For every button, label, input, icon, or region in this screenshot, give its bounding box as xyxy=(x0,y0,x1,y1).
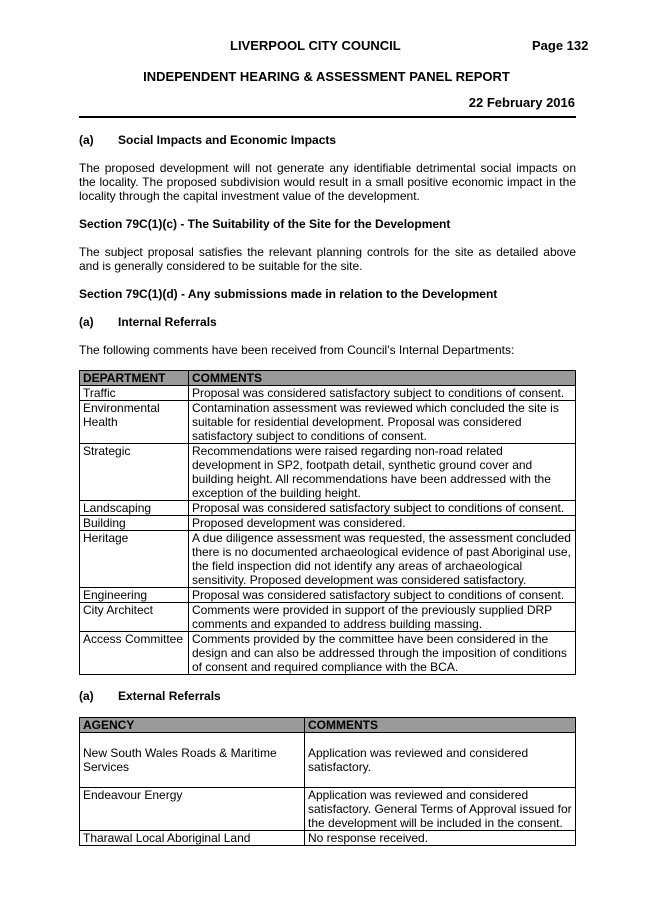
table-header-row xyxy=(80,718,576,733)
council-name: LIVERPOOL CITY COUNCIL xyxy=(230,38,401,53)
comment-cell: Proposed development was considered. xyxy=(189,516,576,531)
table-row xyxy=(80,632,576,675)
table-row xyxy=(80,788,576,831)
table-row xyxy=(80,603,576,632)
internal-heading-title: Internal Referrals xyxy=(118,315,217,329)
column-header-comments: COMMENTS xyxy=(305,718,576,733)
internal-referrals-heading xyxy=(79,315,576,329)
table-header-row xyxy=(80,371,576,386)
internal-heading-number: (a) xyxy=(79,315,94,329)
department-cell: City Architect xyxy=(80,603,189,632)
department-cell: Access Committee xyxy=(80,632,189,675)
table-row xyxy=(80,588,576,603)
agency-cell: Tharawal Local Aboriginal Land xyxy=(80,831,305,846)
table-row xyxy=(80,531,576,588)
department-cell: Landscaping xyxy=(80,501,189,516)
submissions-heading: Section 79C(1)(d) - Any submissions made in relation to the Development xyxy=(79,287,498,301)
comment-cell: Application was reviewed and considered satisfactory. xyxy=(305,733,576,788)
report-date: 22 February 2016 xyxy=(468,95,575,110)
page-header xyxy=(0,38,653,56)
social-paragraph: The proposed development will not generate any identifiable detrimental social impacts on the locality. The proposed subdivision would result in a small positive economic impact in the locality through the capital investment value of the development. xyxy=(79,161,576,203)
comment-cell: A due diligence assessment was requested, the assessment concluded there is no documented archaeological evidence of past Aboriginal use, the field inspection did not identify any areas of archaeological sensitivity. Proposed development was considered satisfactory. xyxy=(189,531,576,588)
comment-cell: Proposal was considered satisfactory subject to conditions of consent. xyxy=(189,501,576,516)
comment-cell: Proposal was considered satisfactory subject to conditions of consent. xyxy=(189,588,576,603)
external-heading-title: External Referrals xyxy=(118,689,221,703)
document-body xyxy=(79,133,576,846)
table-row xyxy=(80,733,576,788)
table-row xyxy=(80,401,576,444)
department-cell: Heritage xyxy=(80,531,189,588)
external-referrals-table xyxy=(79,717,576,846)
suitability-heading: Section 79C(1)(c) - The Suitability of the Site for the Development xyxy=(79,217,451,231)
table-row xyxy=(80,516,576,531)
social-heading xyxy=(79,133,576,147)
department-cell: Strategic xyxy=(80,444,189,501)
column-header-comments: COMMENTS xyxy=(189,371,576,386)
column-header-agency: AGENCY xyxy=(80,718,305,733)
external-heading-number: (a) xyxy=(79,689,94,703)
comment-cell: Recommendations were raised regarding non-road related development in SP2, footpath detail, synthetic ground cover and building height. All recommendations have been addressed with the exception of the building height. xyxy=(189,444,576,501)
table-row xyxy=(80,501,576,516)
agency-cell: New South Wales Roads & Maritime Services xyxy=(80,733,305,788)
comment-cell: Comments provided by the committee have been considered in the design and can also be addressed through the imposition of conditions of consent and required compliance with the BCA. xyxy=(189,632,576,675)
table-row xyxy=(80,444,576,501)
comment-cell: Application was reviewed and considered satisfactory. General Terms of Approval issued for the development will be included in the consent. xyxy=(305,788,576,831)
department-cell: Traffic xyxy=(80,386,189,401)
comment-cell: Proposal was considered satisfactory subject to conditions of consent. xyxy=(189,386,576,401)
department-cell: Engineering xyxy=(80,588,189,603)
agency-cell: Endeavour Energy xyxy=(80,788,305,831)
comment-cell: Comments were provided in support of the previously supplied DRP comments and expanded to address building massing. xyxy=(189,603,576,632)
table-row xyxy=(80,386,576,401)
comment-cell: No response received. xyxy=(305,831,576,846)
page-number: Page 132 xyxy=(532,38,589,53)
report-title: INDEPENDENT HEARING & ASSESSMENT PANEL REPORT xyxy=(143,69,510,84)
department-cell: Building xyxy=(80,516,189,531)
internal-referrals-table xyxy=(79,370,576,675)
comment-cell: Contamination assessment was reviewed which concluded the site is suitable for residential development. Proposal was considered satisfactory subject to conditions of consent. xyxy=(189,401,576,444)
column-header-department: DEPARTMENT xyxy=(80,371,189,386)
internal-intro: The following comments have been received from Council’s Internal Departments: xyxy=(79,343,515,357)
suitability-paragraph: The subject proposal satisfies the relevant planning controls for the site as detailed above and is generally considered to be suitable for the site. xyxy=(79,245,576,273)
social-heading-number: (a) xyxy=(79,133,94,147)
social-heading-title: Social Impacts and Economic Impacts xyxy=(118,133,337,147)
header-divider xyxy=(79,116,576,118)
external-referrals-heading xyxy=(79,689,576,703)
table-row xyxy=(80,831,576,846)
department-cell: Environmental Health xyxy=(80,401,189,444)
